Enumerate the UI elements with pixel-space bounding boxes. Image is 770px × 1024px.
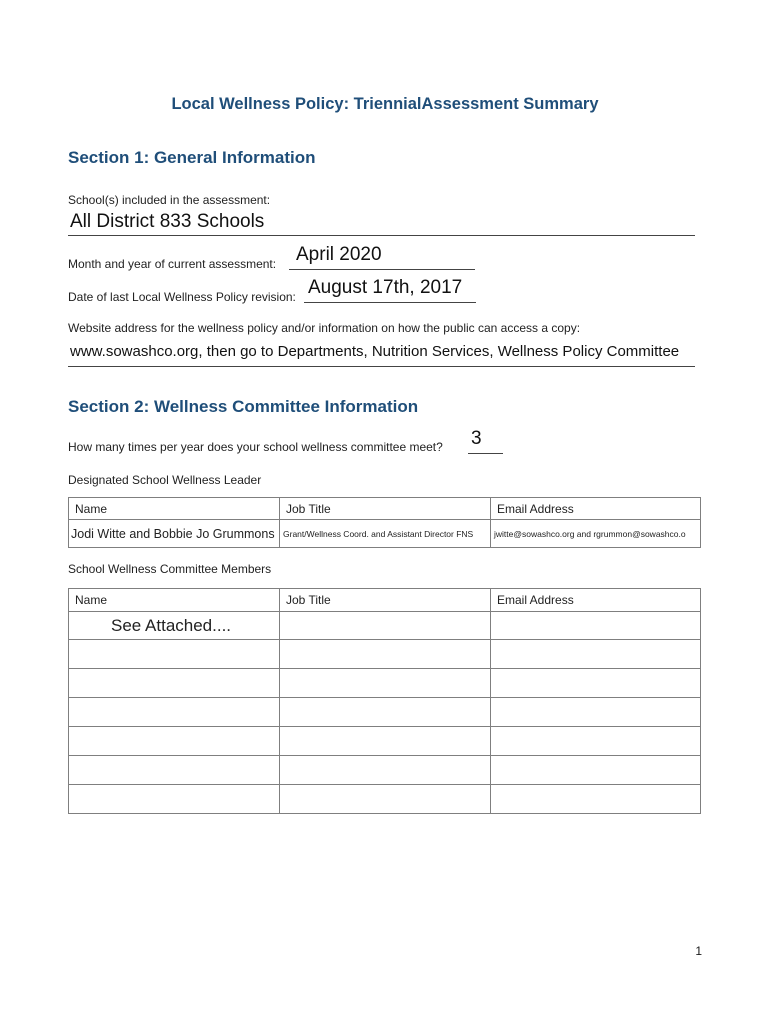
members-header-job: Job Title [280, 589, 491, 612]
leader-header-name: Name [69, 498, 280, 520]
month-value[interactable]: April 2020 [296, 244, 382, 265]
website-value[interactable]: www.sowashco.org, then go to Departments, Nutrition Services, Wellness Policy Committee [70, 343, 680, 360]
members-row [69, 612, 701, 640]
document-title: Local Wellness Policy: TriennialAssessment Summary [171, 95, 599, 113]
leader-header-job: Job Title [280, 498, 491, 520]
members-name-cell[interactable] [69, 669, 280, 698]
revision-value[interactable]: August 17th, 2017 [308, 277, 463, 298]
section-1-heading: Section 1: General Information [68, 148, 316, 167]
meet-value[interactable]: 3 [471, 428, 482, 449]
members-email-cell[interactable] [491, 612, 701, 640]
members-row [69, 669, 701, 698]
members-email-cell[interactable] [491, 698, 701, 727]
members-job-cell[interactable] [280, 669, 491, 698]
members-row [69, 756, 701, 785]
leader-row [69, 520, 701, 548]
members-email-cell[interactable] [491, 756, 701, 785]
section-2-heading: Section 2: Wellness Committee Information [68, 397, 419, 416]
revision-label: Date of last Local Wellness Policy revision: [68, 290, 296, 304]
leader-header-email: Email Address [491, 498, 701, 520]
revision-underline [304, 302, 476, 303]
leader-label: Designated School Wellness Leader [68, 473, 262, 487]
month-label: Month and year of current assessment: [68, 257, 277, 271]
leader-header-row [69, 498, 701, 520]
schools-value[interactable]: All District 833 Schools [70, 211, 265, 232]
members-name-cell[interactable] [69, 756, 280, 785]
members-email-cell[interactable] [491, 785, 701, 814]
leader-email-cell[interactable]: jwitte@sowashco.org and rgrummon@sowashco.o [491, 520, 701, 548]
members-email-cell[interactable] [491, 669, 701, 698]
website-label: Website address for the wellness policy and/or information on how the public can access a copy: [68, 321, 581, 335]
members-row [69, 640, 701, 669]
members-header-name: Name [69, 589, 280, 612]
members-email-cell[interactable] [491, 640, 701, 669]
members-name-cell[interactable]: See Attached.... [69, 612, 280, 640]
month-underline [289, 269, 475, 270]
members-job-cell[interactable] [280, 612, 491, 640]
members-email-cell[interactable] [491, 727, 701, 756]
schools-label: School(s) included in the assessment: [68, 193, 271, 207]
leader-table [68, 497, 701, 548]
members-job-cell[interactable] [280, 698, 491, 727]
members-job-cell[interactable] [280, 727, 491, 756]
leader-job-cell[interactable]: Grant/Wellness Coord. and Assistant Director FNS [280, 520, 491, 548]
members-job-cell[interactable] [280, 756, 491, 785]
members-job-cell[interactable] [280, 640, 491, 669]
members-table [68, 588, 701, 814]
page-number: 1 [695, 944, 702, 958]
meet-underline [468, 453, 503, 454]
leader-name-cell[interactable]: Jodi Witte and Bobbie Jo Grummons [69, 520, 280, 548]
members-name-cell[interactable] [69, 785, 280, 814]
schools-underline [68, 235, 695, 236]
members-row [69, 785, 701, 814]
members-header-row [69, 589, 701, 612]
members-label: School Wellness Committee Members [68, 562, 272, 576]
meet-label: How many times per year does your school wellness committee meet? [68, 440, 443, 454]
members-row [69, 698, 701, 727]
members-header-email: Email Address [491, 589, 701, 612]
members-name-cell[interactable] [69, 698, 280, 727]
members-name-cell[interactable] [69, 727, 280, 756]
members-row [69, 727, 701, 756]
members-name-cell[interactable] [69, 640, 280, 669]
members-job-cell[interactable] [280, 785, 491, 814]
website-underline [68, 366, 695, 367]
